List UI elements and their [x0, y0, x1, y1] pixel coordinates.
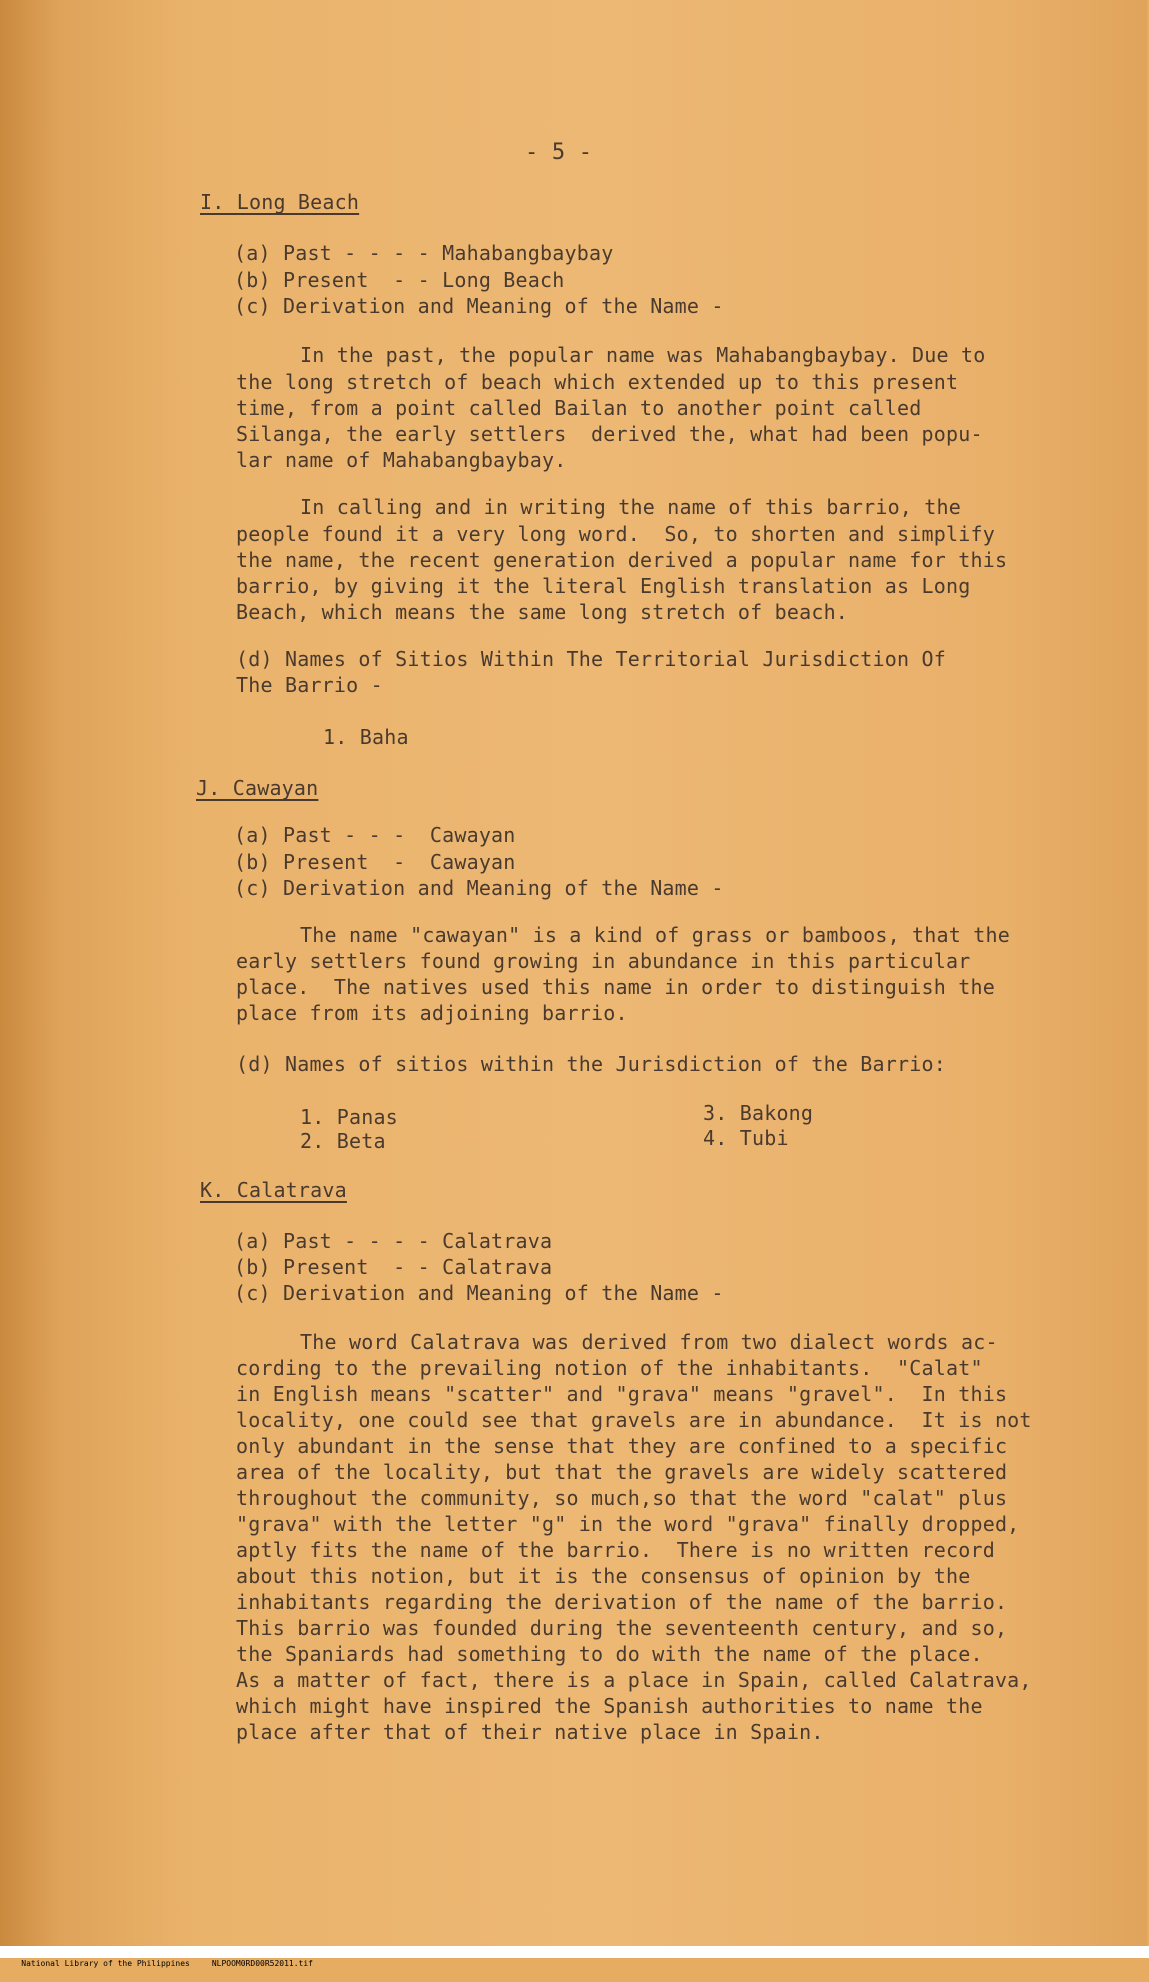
section-i-para1-line: time, from a point called Bailan to another point called	[236, 396, 922, 420]
section-j-para1-line: early settlers found growing in abundance in this particular	[236, 949, 971, 973]
section-k-para1-line: cording to the prevailing notion of the inhabitants. "Calat"	[236, 1356, 983, 1380]
section-j-past: (a) Past - - - Cawayan	[234, 823, 516, 847]
section-i-para1-line: In the past, the popular name was Mahabangbaybay. Due to	[300, 343, 986, 367]
footer-file: NLPOOM0RD00R52011.tif	[211, 1959, 313, 1968]
section-j-para1-line: The name "cawayan" is a kind of grass or bamboos, that the	[300, 923, 1010, 947]
section-i-para1-line: Silanga, the early settlers derived the, what had been popu-	[236, 422, 983, 446]
section-k-past: (a) Past - - - - Calatrava	[234, 1229, 553, 1253]
section-k-para1-line: The word Calatrava was derived from two dialect words ac-	[300, 1330, 998, 1354]
section-j-sitio: 1. Panas	[300, 1105, 398, 1129]
section-k-para1-line: place after that of their native place in Spain.	[236, 1720, 824, 1744]
section-j-present: (b) Present - Cawayan	[234, 850, 516, 874]
section-i-sitio: 1. Baha	[323, 725, 409, 749]
section-i-sitios-heading: The Barrio -	[236, 673, 383, 697]
section-k-para1-line: which might have inspired the Spanish authorities to name the	[236, 1694, 983, 1718]
section-i-para2-line: In calling and in writing the name of this barrio, the	[300, 495, 962, 519]
section-j-para1-line: place from its adjoining barrio.	[236, 1001, 628, 1025]
section-j-heading: J. Cawayan	[196, 776, 319, 800]
footer-source: National Library of the Philippines	[21, 1959, 190, 1968]
section-k-para1-line: about this notion, but it is the consensus of opinion by the	[236, 1564, 971, 1588]
section-k-para1-line: only abundant in the sense that they are confined to a specific	[236, 1434, 1008, 1458]
section-i-heading: I. Long Beach	[200, 190, 360, 214]
page-number: - 5 -	[525, 140, 593, 165]
section-i-para1-line: lar name of Mahabangbaybay.	[236, 448, 567, 472]
section-i-para1-line: the long stretch of beach which extended up to this present	[236, 370, 959, 394]
section-k-para1-line: inhabitants regarding the derivation of the name of the barrio.	[236, 1590, 1008, 1614]
section-i-derivation: (c) Derivation and Meaning of the Name -	[234, 294, 724, 318]
section-i-para2-line: Beach, which means the same long stretch of beach.	[236, 600, 849, 624]
section-k-para1-line: locality, one could see that gravels are in abundance. It is not	[236, 1408, 1032, 1432]
section-i-present: (b) Present - - Long Beach	[234, 268, 565, 292]
section-k-para1-line: area of the locality, but that the gravels are widely scattered	[236, 1460, 1008, 1484]
section-k-para1-line: aptly fits the name of the barrio. There is no written record	[236, 1538, 995, 1562]
section-k-para1-line: throughout the community, so much,so that the word "calat" plus	[236, 1486, 1008, 1510]
section-k-para1-line: in English means "scatter" and "grava" means "gravel". In this	[236, 1382, 1008, 1406]
section-i-sitios-heading: (d) Names of Sitios Within The Territorial Jurisdiction Of	[236, 647, 946, 671]
section-i-para2-line: the name, the recent generation derived a popular name for this	[236, 548, 1008, 572]
section-j-sitios-heading: (d) Names of sitios within the Jurisdiction of the Barrio:	[236, 1052, 946, 1076]
section-k-heading: K. Calatrava	[200, 1178, 347, 1202]
section-k-para1-line: "grava" with the letter "g" in the word "grava" finally dropped,	[236, 1512, 1020, 1536]
section-k-para1-line: the Spaniards had something to do with the name of the place.	[236, 1642, 983, 1666]
section-k-present: (b) Present - - Calatrava	[234, 1255, 553, 1279]
section-k-para1-line: This barrio was founded during the seventeenth century, and so,	[236, 1616, 1008, 1640]
section-j-derivation: (c) Derivation and Meaning of the Name -	[234, 876, 724, 900]
section-j-sitio: 3. Bakong	[703, 1101, 814, 1125]
section-i-para2-line: barrio, by giving it the literal English translation as Long	[236, 574, 971, 598]
section-k-para1-line: As a matter of fact, there is a place in Spain, called Calatrava,	[236, 1668, 1032, 1692]
section-j-sitio: 2. Beta	[300, 1129, 386, 1153]
section-i-past: (a) Past - - - - Mahabangbaybay	[234, 241, 614, 265]
section-j-para1-line: place. The natives used this name in order to distinguish the	[236, 975, 995, 999]
section-k-derivation: (c) Derivation and Meaning of the Name -	[234, 1281, 724, 1305]
section-i-para2-line: people found it a very long word. So, to shorten and simplify	[236, 522, 995, 546]
scan-footer	[0, 1946, 1149, 1968]
section-j-sitio: 4. Tubi	[703, 1126, 789, 1150]
